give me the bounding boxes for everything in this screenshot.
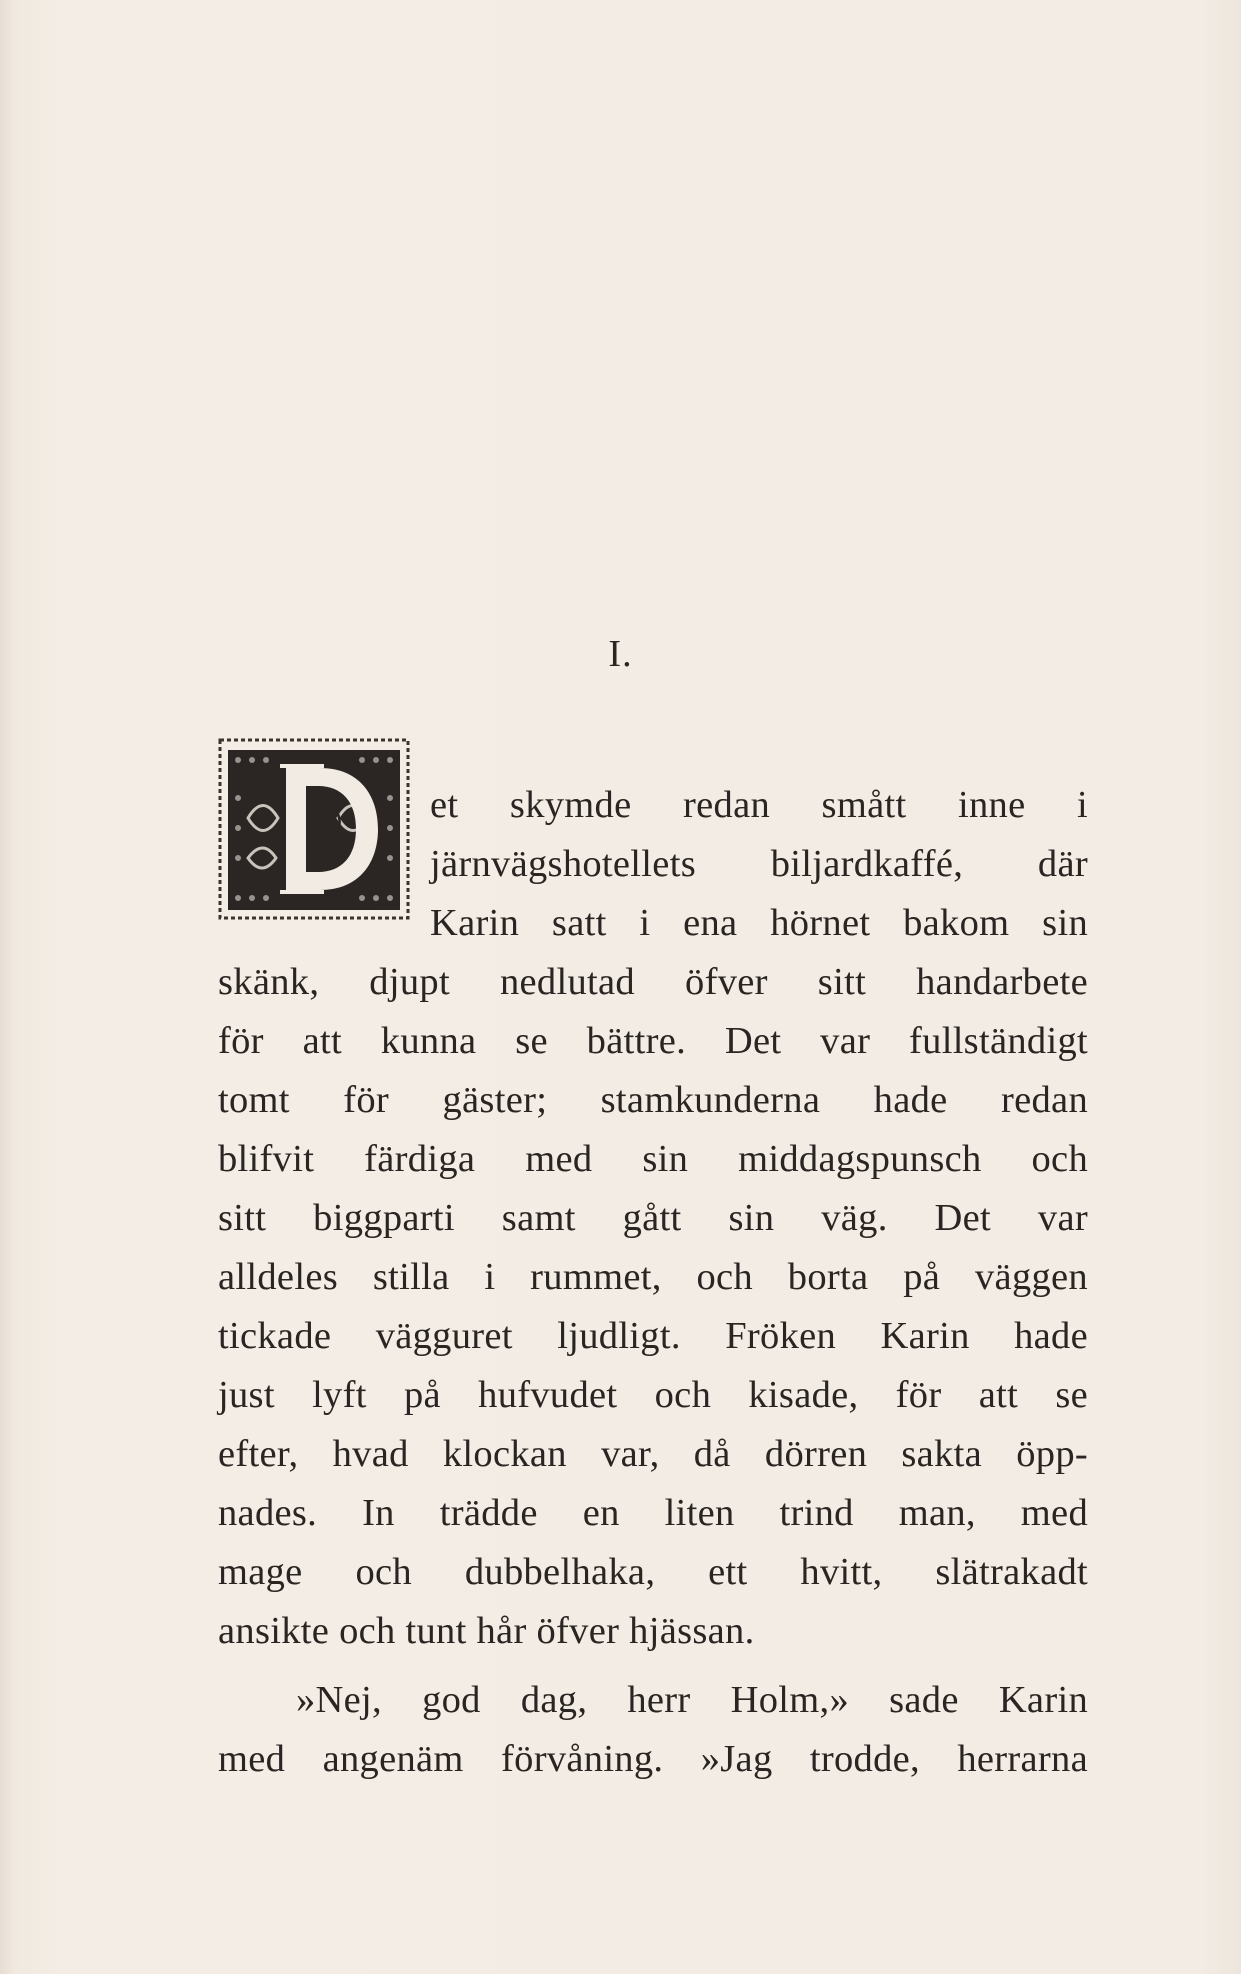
text-line: just lyft på hufvudet och kisade, för att se bbox=[218, 1374, 1088, 1416]
text-line: efter, hvad klockan var, då dörren sakta öpp- bbox=[218, 1433, 1088, 1475]
text-line: nades. In trädde en liten trind man, med bbox=[218, 1492, 1088, 1534]
text-line: Karin satt i ena hörnet bakom sin bbox=[430, 902, 1088, 944]
chapter-number: I. bbox=[608, 633, 633, 675]
text-line: alldeles stilla i rummet, och borta på väggen bbox=[218, 1256, 1088, 1298]
text-line: »Nej, god dag, herr Holm,» sade Karin bbox=[296, 1679, 1088, 1721]
decorated-initial-d bbox=[218, 738, 410, 920]
text-line: ansikte och tunt hår öfver hjässan. bbox=[218, 1610, 755, 1652]
text-line: järnvägshotellets biljardkaffé, där bbox=[430, 843, 1088, 885]
text-line: tomt för gäster; stamkunderna hade redan bbox=[218, 1079, 1088, 1121]
text-line: tickade vägguret ljudligt. Fröken Karin hade bbox=[218, 1315, 1088, 1357]
text-line: skänk, djupt nedlutad öfver sitt handarbete bbox=[218, 961, 1088, 1003]
text-line: med angenäm förvåning. »Jag trodde, herrarna bbox=[218, 1738, 1088, 1780]
text-line: mage och dubbelhaka, ett hvitt, slätrakadt bbox=[218, 1551, 1088, 1593]
text-line: blifvit färdiga med sin middagspunsch och bbox=[218, 1138, 1088, 1180]
text-line: för att kunna se bättre. Det var fullständigt bbox=[218, 1020, 1088, 1062]
text-line: sitt biggparti samt gått sin väg. Det var bbox=[218, 1197, 1088, 1239]
text-line: et skymde redan smått inne i bbox=[430, 784, 1088, 826]
